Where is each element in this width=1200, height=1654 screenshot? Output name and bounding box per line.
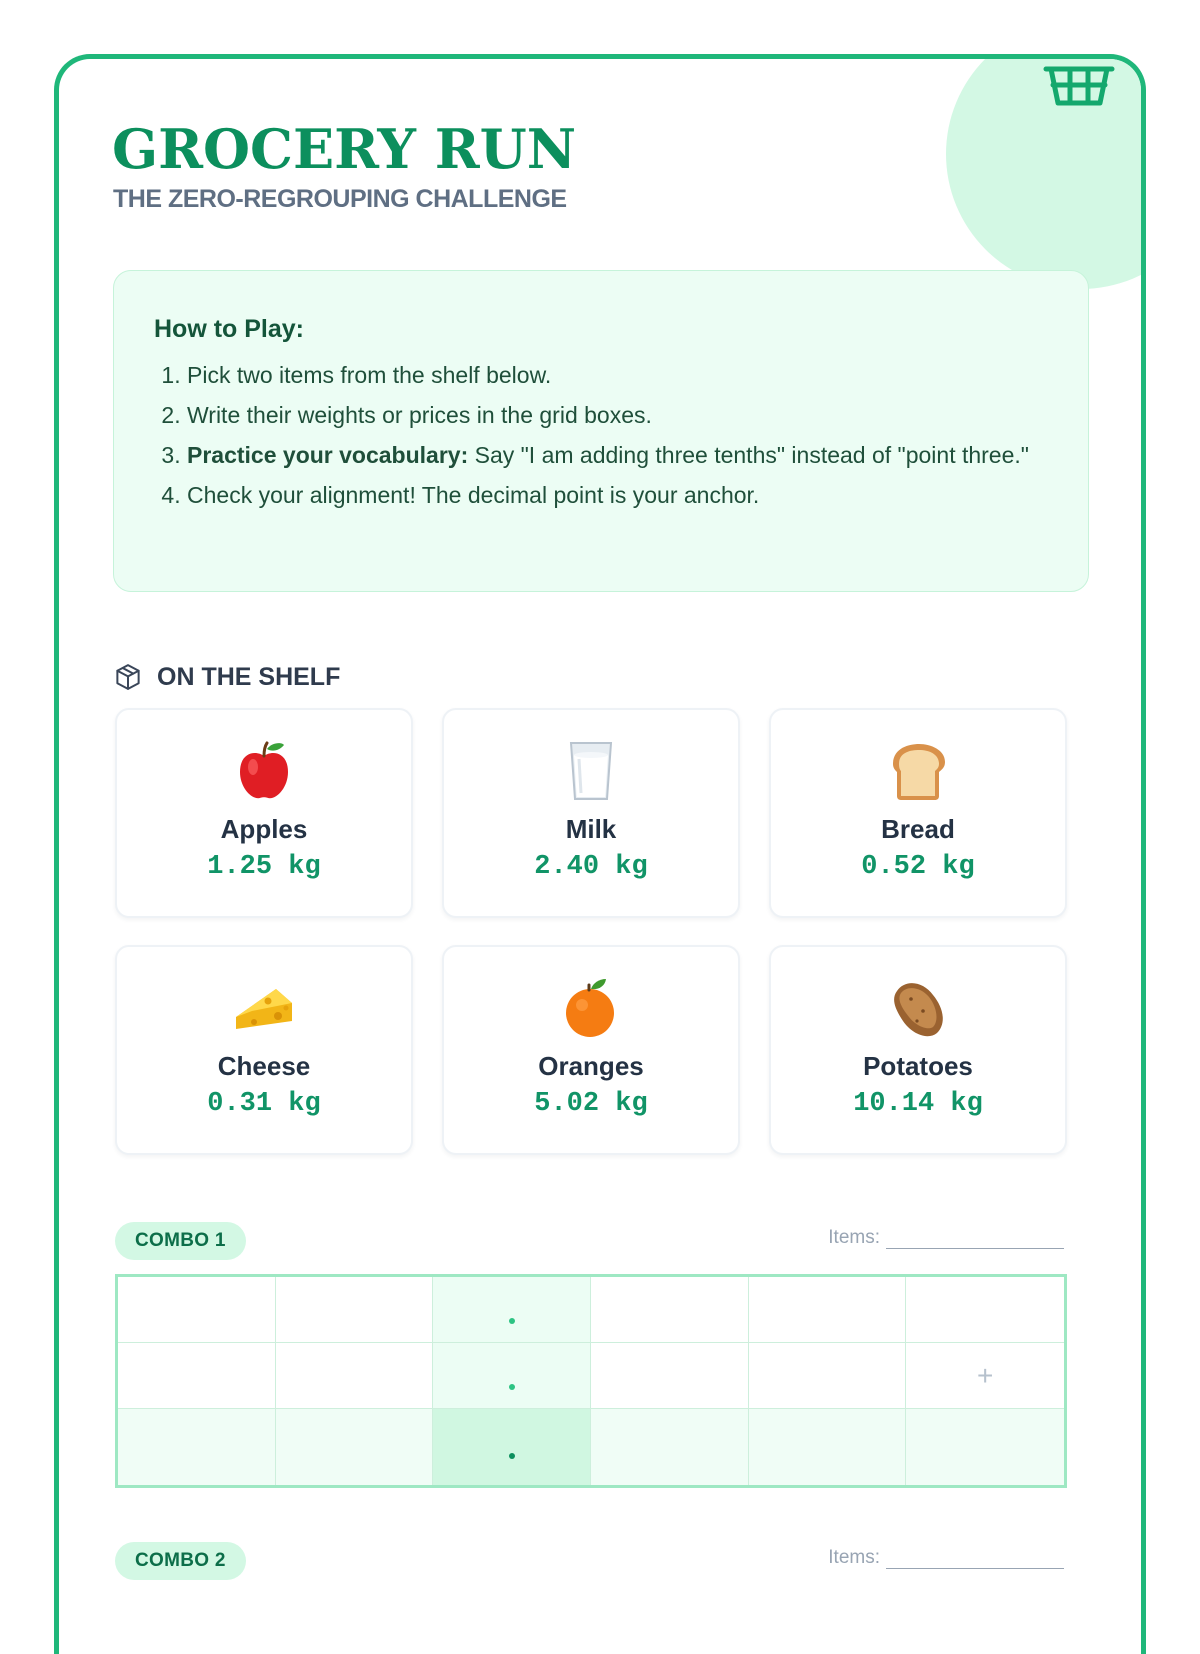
answer-cell[interactable] — [118, 1409, 276, 1485]
operator-cell — [906, 1343, 1064, 1409]
shelf-item-potatoes[interactable] — [769, 945, 1067, 1155]
shelf-item-oranges[interactable] — [442, 945, 740, 1155]
grid-cell[interactable] — [749, 1277, 907, 1343]
items-label: Items: — [828, 1227, 880, 1248]
answer-decimal-cell[interactable] — [433, 1409, 591, 1485]
page-title: GROCERY RUN — [112, 117, 577, 181]
combo-1-label: COMBO 1 — [115, 1222, 246, 1260]
instruction-list — [147, 359, 1067, 519]
answer-cell[interactable] — [591, 1409, 749, 1485]
worksheet-card — [54, 54, 1146, 1654]
milk-glass-icon — [567, 739, 615, 803]
instruction-step: 1. Pick two items from the shelf below. — [187, 359, 1067, 392]
item-weight: 2.40 kg — [534, 852, 648, 882]
how-to-play-panel — [113, 270, 1089, 592]
grid-cell[interactable] — [118, 1277, 276, 1343]
grid-cell[interactable] — [591, 1277, 749, 1343]
item-weight: 0.31 kg — [207, 1089, 321, 1119]
decimal-point — [509, 1384, 515, 1390]
item-name: Milk — [565, 814, 617, 844]
shelf-heading-label: ON THE SHELF — [157, 662, 341, 691]
decimal-cell[interactable] — [433, 1277, 591, 1343]
how-to-play-title: How to Play: — [154, 315, 305, 343]
items-blank-line[interactable] — [886, 1550, 1064, 1569]
bread-icon — [887, 740, 949, 802]
item-name: Bread — [881, 814, 955, 844]
instruction-step: 4. Check your alignment! The decimal point is your anchor. — [187, 479, 1067, 512]
items-label: Items: — [828, 1547, 880, 1568]
shelf-item-cheese[interactable] — [115, 945, 413, 1155]
grid-cell[interactable] — [276, 1277, 434, 1343]
decimal-point — [509, 1318, 515, 1324]
decimal-point — [509, 1453, 515, 1459]
answer-cell[interactable] — [749, 1409, 907, 1485]
shelf-heading — [113, 660, 340, 694]
potato-icon — [887, 977, 949, 1039]
items-blank-line[interactable] — [886, 1230, 1064, 1249]
answer-cell[interactable] — [906, 1409, 1064, 1485]
box-icon — [113, 662, 143, 692]
combo-2-items-field[interactable] — [828, 1547, 1064, 1569]
item-name: Cheese — [217, 1051, 311, 1081]
item-name: Potatoes — [863, 1051, 973, 1081]
grid-cell[interactable] — [591, 1343, 749, 1409]
shelf-item-bread[interactable] — [769, 708, 1067, 918]
item-weight: 10.14 kg — [853, 1089, 983, 1119]
combo-2-label: COMBO 2 — [115, 1542, 246, 1580]
item-weight: 1.25 kg — [207, 852, 321, 882]
grid-cell[interactable] — [906, 1277, 1064, 1343]
grid-cell[interactable] — [276, 1343, 434, 1409]
orange-icon — [562, 977, 620, 1039]
combo-1-grid — [115, 1274, 1067, 1488]
grid-cell[interactable] — [118, 1343, 276, 1409]
decimal-cell[interactable] — [433, 1343, 591, 1409]
instruction-step: 2. Write their weights or prices in the grid boxes. — [187, 399, 1067, 432]
apple-icon — [234, 740, 294, 802]
item-name: Apples — [220, 814, 308, 844]
page-subtitle: THE ZERO-REGROUPING CHALLENGE — [113, 185, 567, 213]
item-weight: 0.52 kg — [861, 852, 975, 882]
plus-sign: + — [976, 1359, 994, 1391]
instruction-emphasis: Practice your vocabulary: — [187, 442, 469, 468]
grid-cell[interactable] — [749, 1343, 907, 1409]
shelf-item-milk[interactable] — [442, 708, 740, 918]
item-name: Oranges — [538, 1051, 644, 1081]
item-weight: 5.02 kg — [534, 1089, 648, 1119]
answer-cell[interactable] — [276, 1409, 434, 1485]
shelf-item-apples[interactable] — [115, 708, 413, 918]
basket-icon — [1042, 59, 1116, 111]
instruction-step: 3. Practice your vocabulary: Say "I am adding three tenths" instead of "point three." — [187, 439, 1067, 472]
combo-1-items-field[interactable] — [828, 1227, 1064, 1249]
cheese-icon — [232, 981, 296, 1035]
